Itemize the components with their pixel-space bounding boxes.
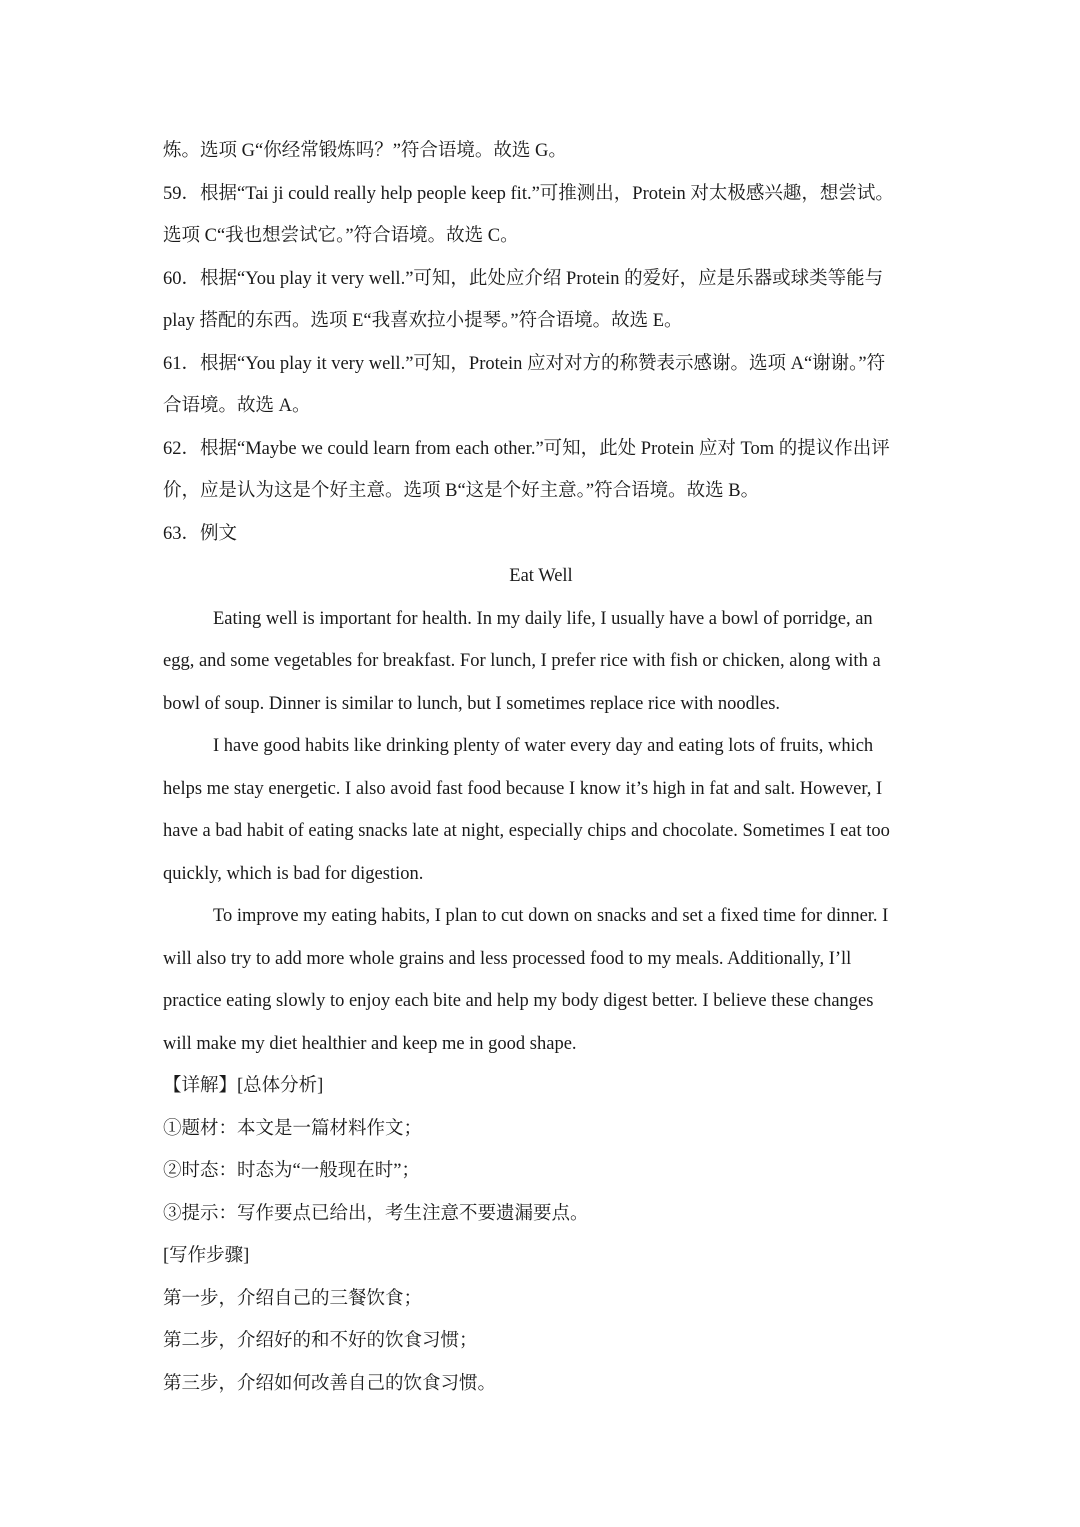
analysis-line: 第三步，介绍如何改善自己的饮食习惯。 [163, 1373, 497, 1394]
answer-line: 价，应是认为这是个好主意。选项 B“这是个好主意。”符合语境。故选 B。 [163, 481, 760, 501]
answer-line: 60．根据“You play it very well.”可知，此处应介绍 Protein 的爱好，应是乐器或球类等能与 [163, 268, 884, 289]
essay-line: will make my diet healthier and keep me in good shape. [163, 1033, 577, 1054]
essay-line: practice eating slowly to enjoy each bite and help my body digest better. I believe these changes [163, 991, 874, 1011]
answer-line: 62．根据“Maybe we could learn from each other.”可知，此处 Protein 应对 Tom 的提议作出评 [163, 438, 890, 459]
essay-line: Eating well is important for health. In my daily life, I usually have a bowl of porridge, an [213, 608, 873, 629]
essay-line: will also try to add more whole grains and less processed food to my meals. Additionally, I’ll [163, 948, 852, 969]
essay-line: quickly, which is bad for digestion. [163, 863, 424, 884]
analysis-line: 第二步，介绍好的和不好的饮食习惯； [163, 1331, 478, 1351]
document-page [163, 130, 919, 1405]
essay-line: egg, and some vegetables for breakfast. For lunch, I prefer rice with fish or chicken, along with a [163, 651, 881, 671]
essay-line: helps me stay energetic. I also avoid fast food because I know it’s high in fat and salt. However, I [163, 778, 883, 799]
essay-line: I have good habits like drinking plenty of water every day and eating lots of fruits, which [213, 736, 874, 756]
answer-line: play 搭配的东西。选项 E“我喜欢拉小提琴。”符合语境。故选 E。 [163, 311, 683, 331]
analysis-line: ③提示：写作要点已给出，考生注意不要遗漏要点。 [163, 1203, 589, 1224]
essay-line: have a bad habit of eating snacks late at night, especially chips and chocolate. Sometimes I eat too [163, 821, 890, 841]
answer-line: 合语境。故选 A。 [163, 396, 311, 416]
analysis-line: 第一步，介绍自己的三餐饮食； [163, 1288, 423, 1309]
essay-title: Eat Well [509, 566, 573, 586]
answer-line: 59．根据“Tai ji could really help people keep fit.”可推测出，Protein 对太极感兴趣，想尝试。 [163, 183, 894, 204]
analysis-line: ②时态：时态为“一般现在时”； [163, 1161, 420, 1181]
analysis-heading: 【详解】[总体分析] [163, 1076, 324, 1096]
answer-line: 炼。选项 G“你经常锻炼吗？”符合语境。故选 G。 [163, 141, 567, 161]
analysis-line: ①题材：本文是一篇材料作文； [163, 1118, 423, 1139]
analysis-subheading: [写作步骤] [163, 1246, 250, 1266]
essay-line: bowl of soup. Dinner is similar to lunch, but I sometimes replace rice with noodles. [163, 693, 781, 714]
answer-line: 61．根据“You play it very well.”可知，Protein 应对对方的称赞表示感谢。选项 A“谢谢。”符 [163, 353, 886, 374]
answer-line: 63．例文 [163, 523, 238, 544]
essay-line: To improve my eating habits, I plan to cut down on snacks and set a fixed time for dinner. I [213, 906, 889, 926]
answer-line: 选项 C“我也想尝试它。”符合语境。故选 C。 [163, 226, 519, 246]
